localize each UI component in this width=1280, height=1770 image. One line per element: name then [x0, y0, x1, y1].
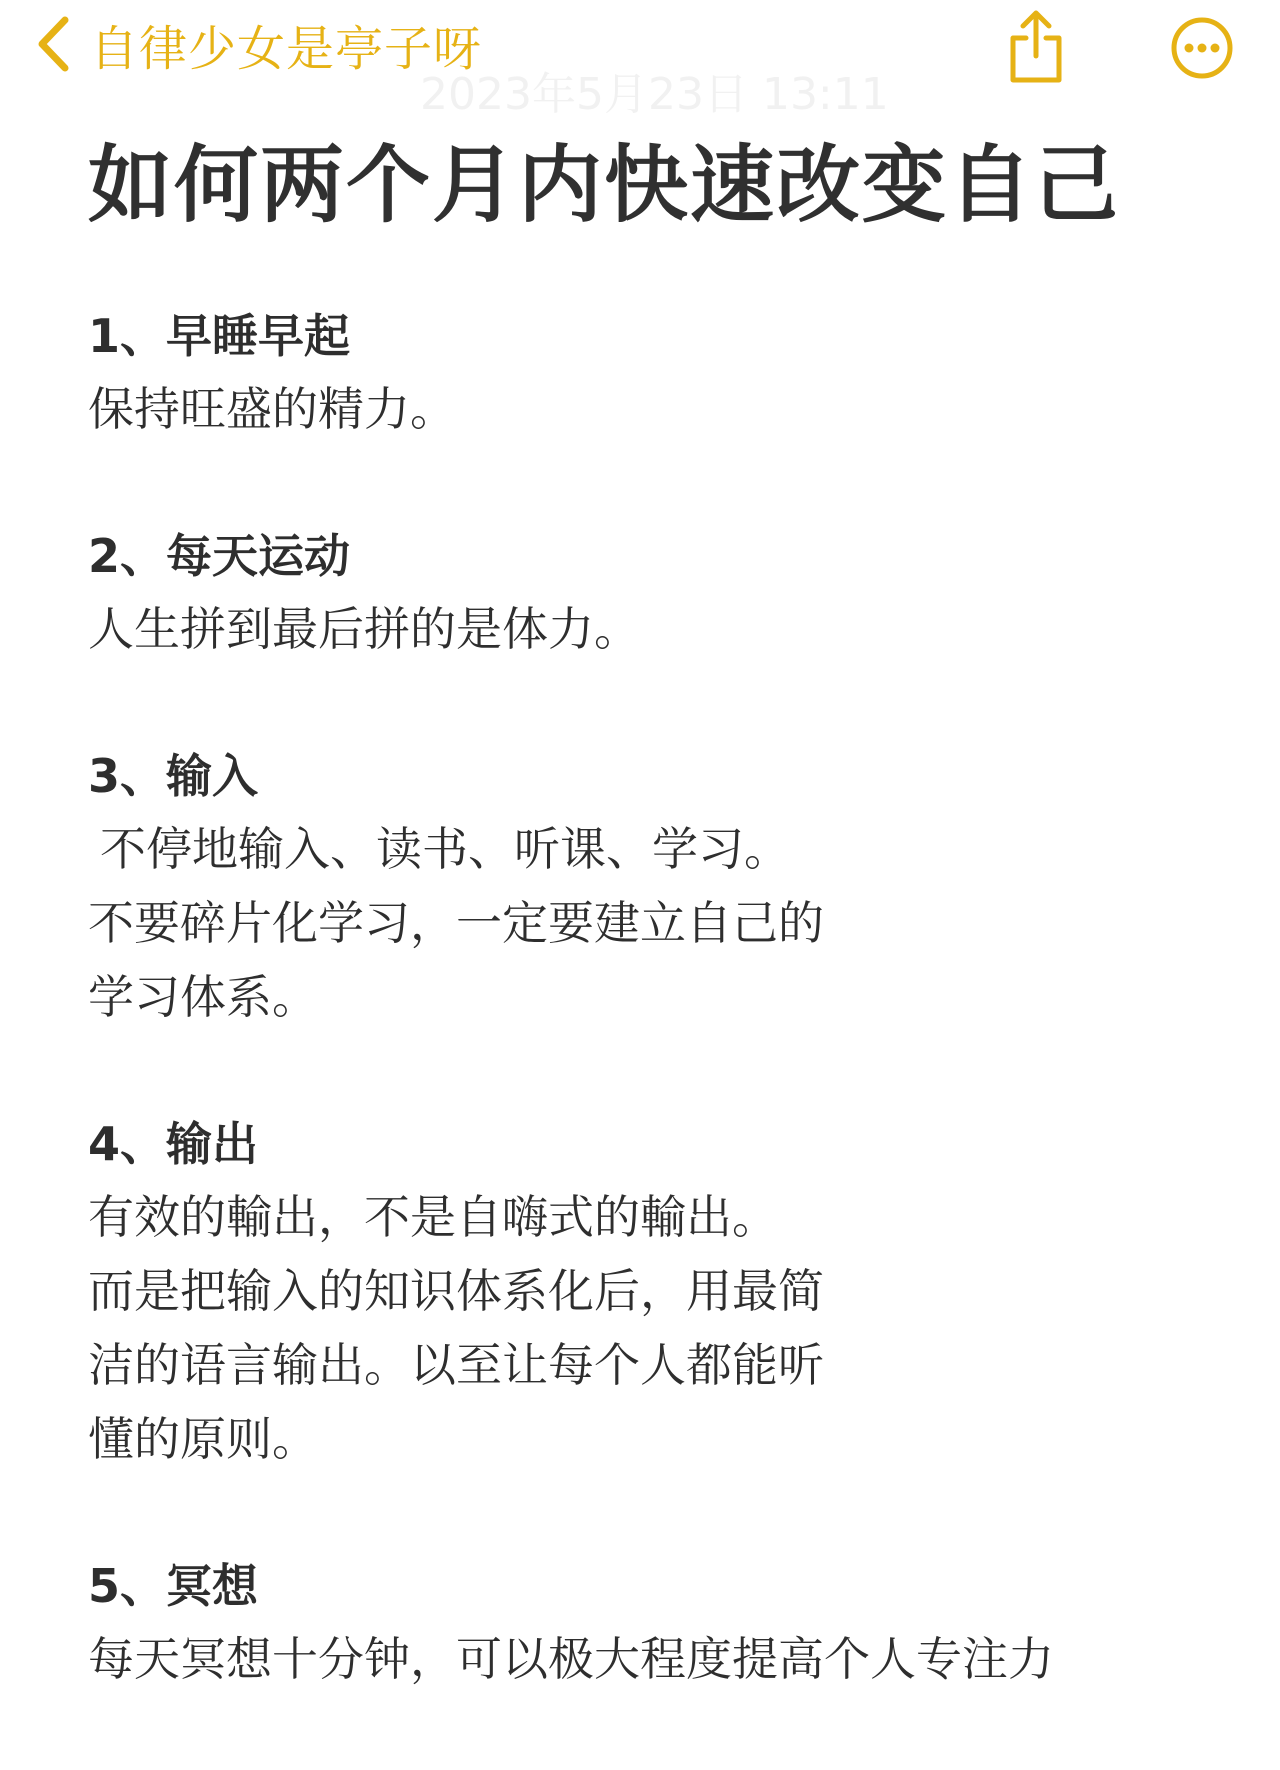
section-text: 保持旺盛的精力。 [88, 382, 456, 436]
section-text: 每天冥想十分钟，可以极大程度提高个人专注力 [88, 1632, 1054, 1686]
section-text: 有效的輸出，不是自嗨式的輸出。 [88, 1190, 778, 1244]
section-4 [88, 1108, 1238, 1476]
section-heading: 4、输出 [88, 1117, 259, 1171]
chevron-left-icon [36, 16, 70, 72]
section-heading: 2、每天运动 [88, 529, 351, 583]
section-text: 懂的原则。 [88, 1412, 318, 1466]
section-text: 人生拼到最后拼的是体力。 [88, 602, 640, 656]
section-2 [88, 520, 1238, 666]
section-heading: 5、冥想 [88, 1559, 259, 1613]
section-heading: 3、输入 [88, 749, 259, 803]
section-5 [88, 1550, 1238, 1696]
section-text: 不要碎片化学习，一定要建立自己的 [88, 896, 824, 950]
section-text: 学习体系。 [88, 970, 318, 1024]
note-body[interactable] [88, 130, 1238, 1770]
note-sections [88, 300, 1238, 1696]
more-options-button[interactable] [1170, 16, 1234, 80]
section-text: 洁的语言输出。以至让每个人都能听 [88, 1338, 824, 1392]
note-date: 2023年5月23日 13:11 [420, 69, 889, 120]
section-3 [88, 740, 1238, 1034]
more-circle-icon [1170, 65, 1234, 84]
section-text: 不停地输入、读书、听课、学习。 [100, 822, 790, 876]
share-button[interactable] [1004, 8, 1068, 84]
back-label: 自律少女是亭子呀 [90, 20, 483, 77]
section-heading: 1、早睡早起 [88, 309, 351, 363]
note-title: 如何两个月内快速改变自己 [88, 136, 1121, 234]
share-icon [1004, 69, 1068, 88]
section-1 [88, 300, 1238, 446]
back-button[interactable] [36, 14, 483, 77]
section-text: 而是把输入的知识体系化后，用最简 [88, 1264, 824, 1318]
navigation-bar [0, 0, 1280, 120]
